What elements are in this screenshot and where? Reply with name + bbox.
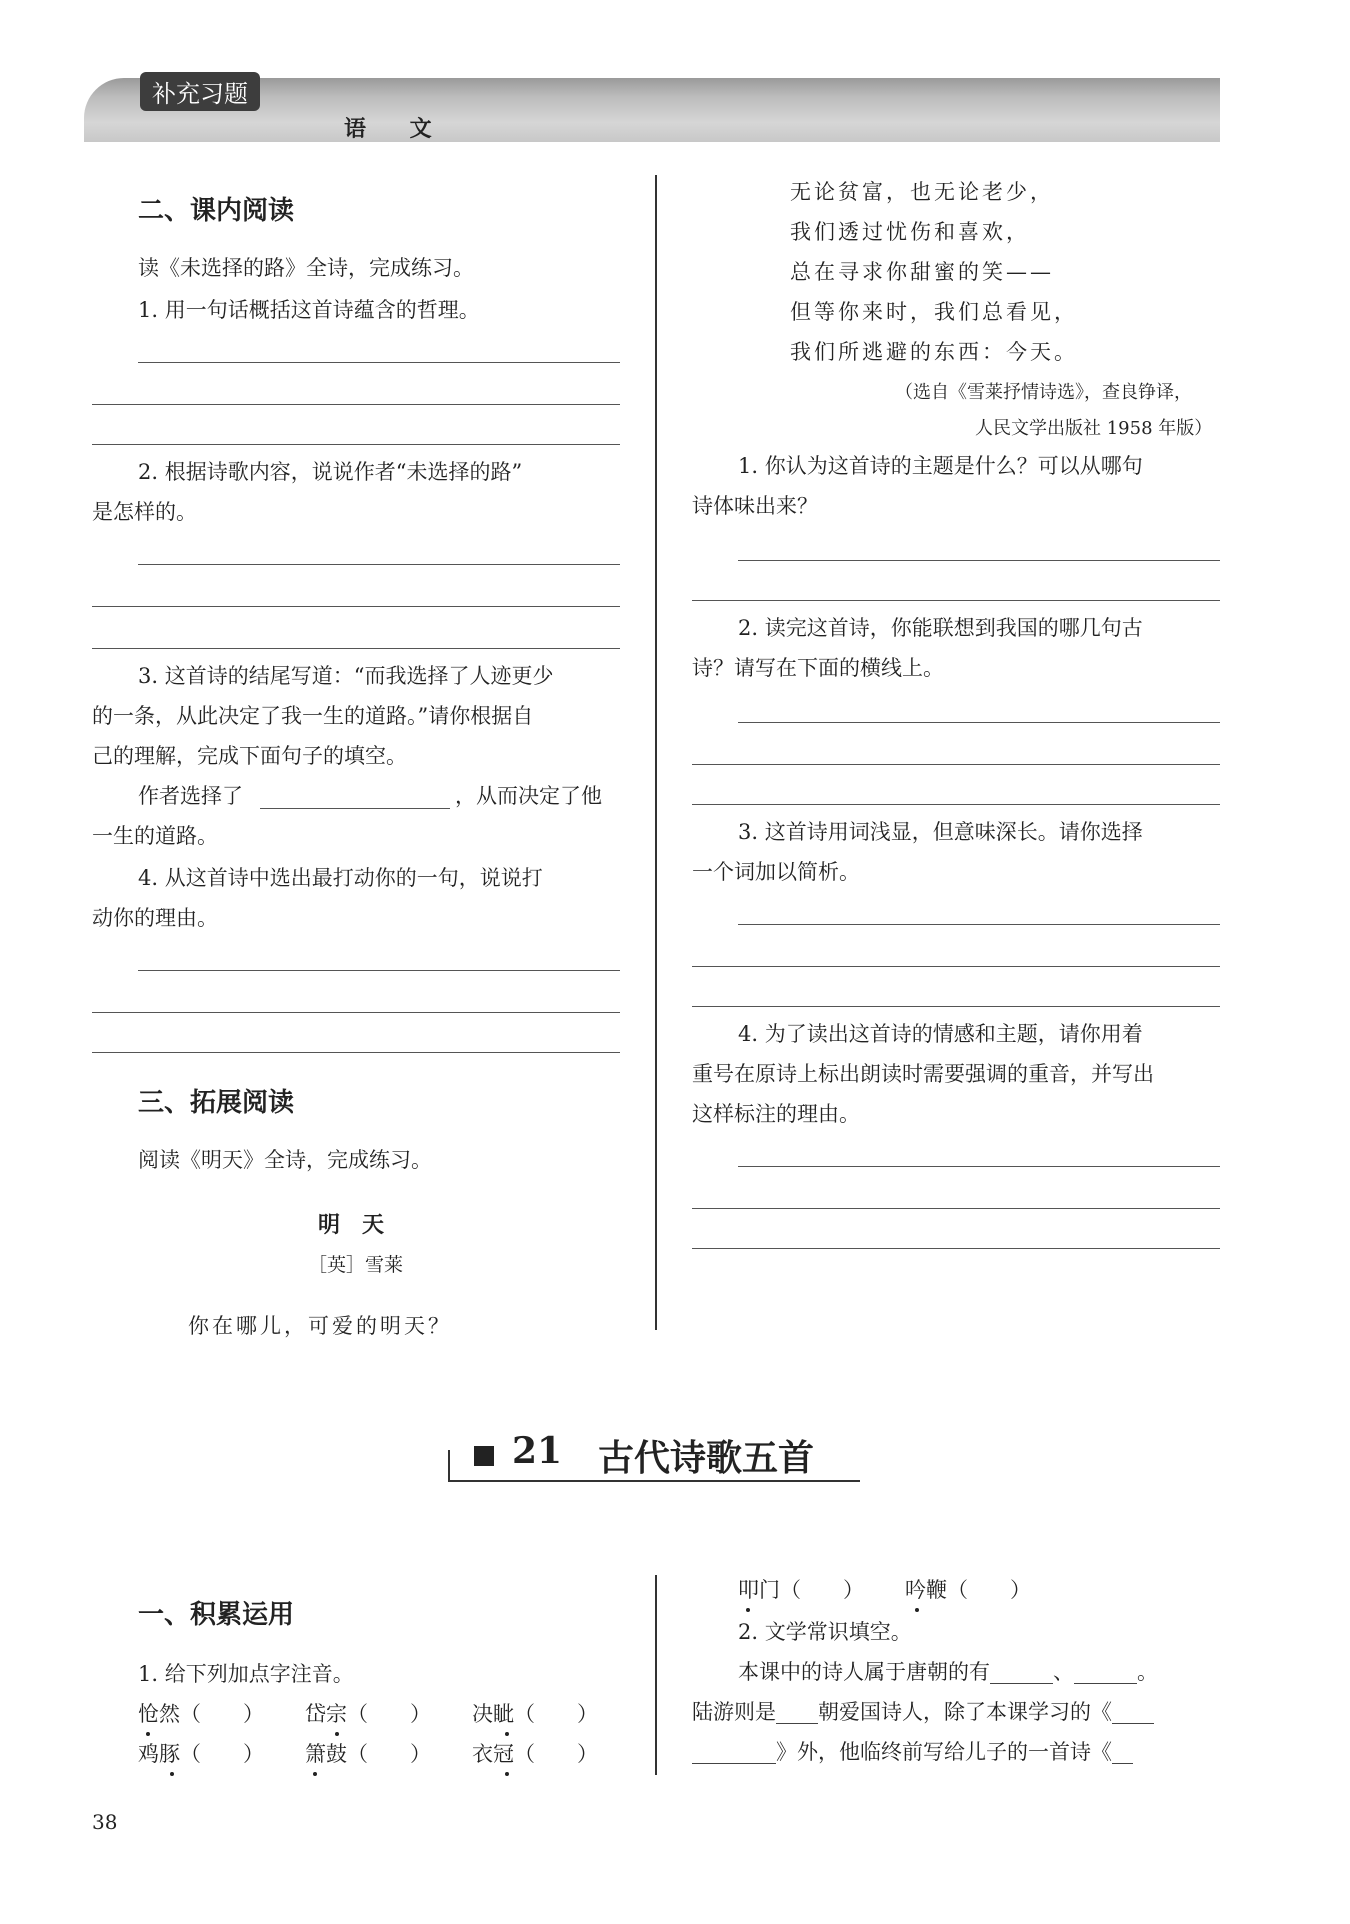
- literature-fill-line: 本课中的诗人属于唐朝的有______、______。: [738, 1660, 1158, 1684]
- question-4: 4. 从这首诗中选出最打动你的一句，说说打: [138, 866, 543, 890]
- pinyin-item: 衣冠（ ）: [472, 1742, 598, 1766]
- question-3-cont: 的一条，从此决定了我一生的道路。”请你根据自: [92, 704, 534, 728]
- question-3-cont: 一个词加以简析。: [692, 860, 860, 884]
- pinyin-item: 叩门（ ）: [738, 1578, 864, 1602]
- answer-line[interactable]: [738, 924, 1220, 925]
- answer-line[interactable]: [138, 970, 620, 971]
- section-title-accumulate: 一、积累运用: [138, 1600, 295, 1630]
- question-4-cont: 这样标注的理由。: [692, 1102, 860, 1126]
- question-1: 1. 用一句话概括这首诗蕴含的哲理。: [138, 298, 480, 322]
- poem-line: 总在寻求你甜蜜的笑——: [790, 260, 1054, 284]
- question-3: 3. 这首诗用词浅显，但意味深长。请你选择: [738, 820, 1143, 844]
- question-2: 2. 文学常识填空。: [738, 1620, 912, 1644]
- answer-line[interactable]: [738, 1166, 1220, 1167]
- column-divider-bottom: [655, 1575, 657, 1775]
- emphasis-dot: [146, 1732, 150, 1736]
- lesson-title: 古代诗歌五首: [598, 1437, 815, 1479]
- emphasis-dot: [335, 1732, 339, 1736]
- question-1: 1. 你认为这首诗的主题是什么？可以从哪句: [738, 454, 1143, 478]
- section-title-reading: 二、课内阅读: [138, 196, 295, 226]
- answer-line[interactable]: [92, 404, 620, 405]
- literature-fill-line: ________》外，他临终前写给儿子的一首诗《__: [692, 1740, 1133, 1764]
- pinyin-item: 岱宗（ ）: [305, 1702, 431, 1726]
- poem-line: 我们所逃避的东西：今天。: [790, 340, 1078, 364]
- answer-line[interactable]: [138, 362, 620, 363]
- question-3-cont: 己的理解，完成下面句子的填空。: [92, 744, 407, 768]
- emphasis-dot: [313, 1772, 317, 1776]
- column-divider-top: [655, 175, 657, 1330]
- emphasis-dot: [170, 1772, 174, 1776]
- poem-line: 我们透过忧伤和喜欢，: [790, 220, 1030, 244]
- answer-line[interactable]: [92, 1052, 620, 1053]
- question-3: 3. 这首诗的结尾写道：“而我选择了人迹更少: [138, 664, 554, 688]
- pinyin-item: 怆然（ ）: [138, 1702, 264, 1726]
- answer-line[interactable]: [92, 1012, 620, 1013]
- answer-line[interactable]: [692, 1006, 1220, 1007]
- question-3-cont: 一生的道路。: [92, 824, 218, 848]
- poem-line: 你在哪儿，可爱的明天？: [188, 1314, 452, 1338]
- poem-author: ［英］雪莱: [308, 1254, 404, 1276]
- literature-fill-line: 陆游则是____朝爱国诗人，除了本课学习的《____: [692, 1700, 1154, 1724]
- answer-line[interactable]: [738, 560, 1220, 561]
- answer-line[interactable]: [692, 600, 1220, 601]
- fill-suffix: ，从而决定了他: [455, 784, 602, 808]
- lesson-marker: [474, 1446, 494, 1466]
- pinyin-item: 吟鞭（ ）: [905, 1578, 1031, 1602]
- pinyin-item: 鸡豚（ ）: [138, 1742, 264, 1766]
- question-1-cont: 诗体味出来？: [692, 494, 818, 518]
- answer-line[interactable]: [738, 722, 1220, 723]
- page-number: 38: [92, 1810, 118, 1834]
- answer-line[interactable]: [92, 648, 620, 649]
- emphasis-dot: [505, 1772, 509, 1776]
- question-1: 1. 给下列加点字注音。: [138, 1662, 354, 1686]
- emphasis-dot: [915, 1608, 919, 1612]
- lesson-number: 21: [512, 1430, 563, 1472]
- poem-source: （选自《雪莱抒情诗选》，查良铮译，: [895, 382, 1192, 403]
- answer-line[interactable]: [92, 444, 620, 445]
- emphasis-dot: [505, 1732, 509, 1736]
- answer-line[interactable]: [692, 1208, 1220, 1209]
- poem-source: 人民文学出版社 1958 年版）: [975, 418, 1213, 439]
- question-4-cont: 动你的理由。: [92, 906, 218, 930]
- answer-line[interactable]: [138, 564, 620, 565]
- question-2: 2. 根据诗歌内容，说说作者“未选择的路”: [138, 460, 523, 484]
- question-4: 4. 为了读出这首诗的情感和主题，请你用着: [738, 1022, 1143, 1046]
- fill-prefix: 作者选择了: [138, 784, 243, 808]
- section-title-extended: 三、拓展阅读: [138, 1088, 295, 1118]
- header-subject: 语 文: [344, 116, 450, 142]
- question-2-cont: 是怎样的。: [92, 500, 197, 524]
- pinyin-item: 决眦（ ）: [472, 1702, 598, 1726]
- poem-title: 明 天: [318, 1212, 385, 1238]
- pinyin-item: 箫鼓（ ）: [305, 1742, 431, 1766]
- question-2-cont: 诗？请写在下面的横线上。: [692, 656, 944, 680]
- reading-intro: 读《未选择的路》全诗，完成练习。: [138, 256, 474, 280]
- extended-intro: 阅读《明天》全诗，完成练习。: [138, 1148, 432, 1172]
- question-2: 2. 读完这首诗，你能联想到我国的哪几句古: [738, 616, 1143, 640]
- answer-line[interactable]: [92, 606, 620, 607]
- poem-line: 无论贫富，也无论老少，: [790, 180, 1054, 204]
- poem-line: 但等你来时，我们总看见，: [790, 300, 1078, 324]
- header-tag: 补充习题: [140, 72, 260, 111]
- question-4-cont: 重号在原诗上标出朗读时需要强调的重音，并写出: [692, 1062, 1154, 1086]
- answer-line[interactable]: [692, 804, 1220, 805]
- fill-blank[interactable]: [260, 808, 450, 809]
- answer-line[interactable]: [692, 764, 1220, 765]
- answer-line[interactable]: [692, 966, 1220, 967]
- answer-line[interactable]: [692, 1248, 1220, 1249]
